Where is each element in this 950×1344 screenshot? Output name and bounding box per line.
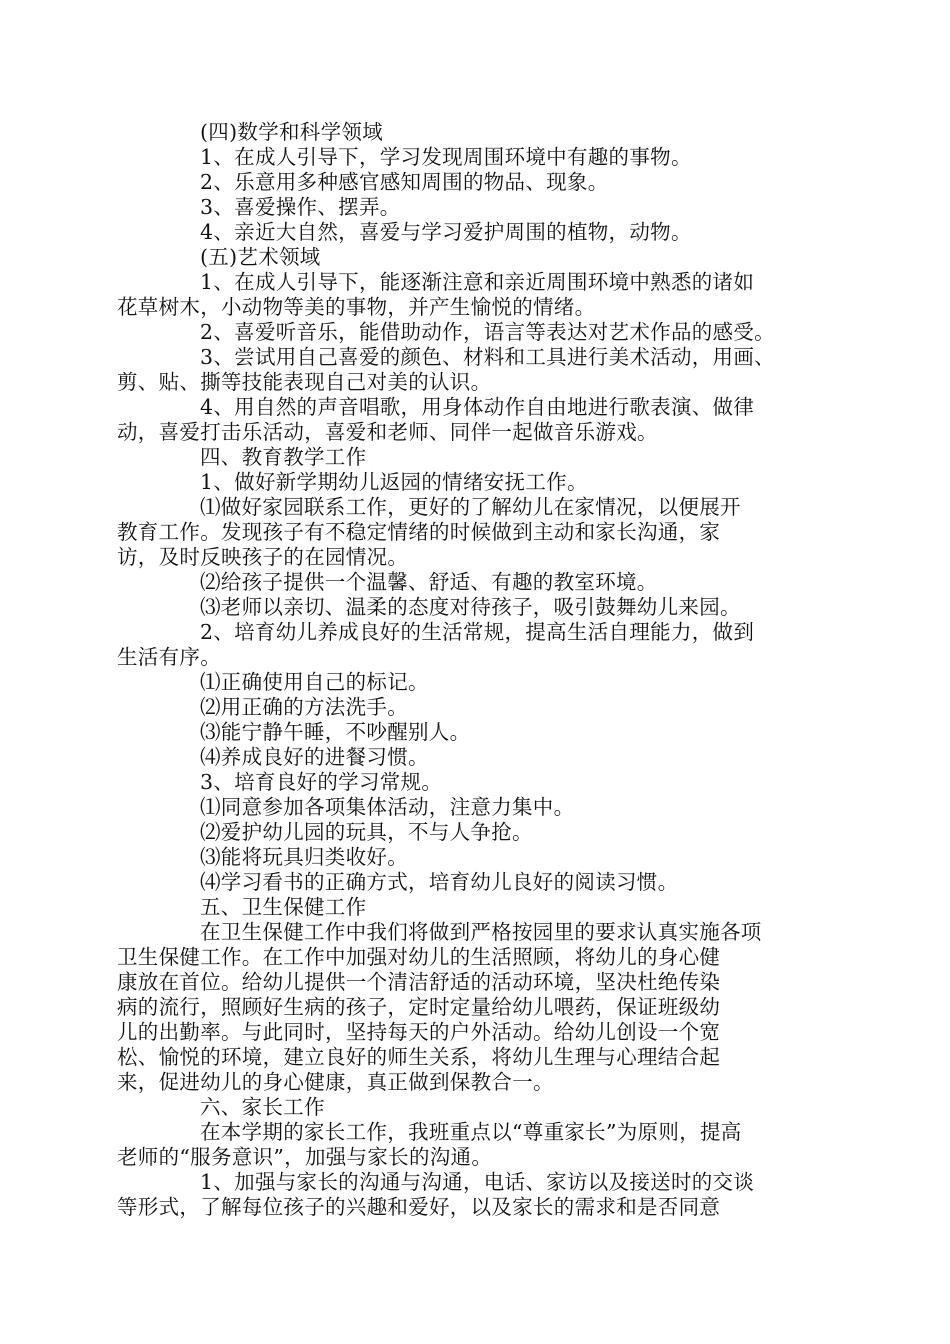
text-line: 卫生保健工作。在工作中加强对幼儿的生活照顾，将幼儿的身心健 xyxy=(117,945,721,969)
text-line: (五)艺术领域 xyxy=(200,245,321,269)
text-line: 1、做好新学期幼儿返园的情绪安抚工作。 xyxy=(200,470,588,494)
text-line: ⑴正确使用自己的标记。 xyxy=(200,670,429,694)
text-line: 等形式，了解每位孩子的兴趣和爱好，以及家长的需求和是否同意 xyxy=(117,1195,721,1219)
text-line: 在本学期的家长工作，我班重点以“尊重家长”为原则，提高 xyxy=(200,1120,742,1144)
text-line: 花草树木，小动物等美的事物，并产生愉悦的情绪。 xyxy=(117,295,596,319)
text-line: 1、在成人引导下，学习发现周围环境中有趣的事物。 xyxy=(200,145,692,169)
text-line: ⑵爱护幼儿园的玩具，不与人争抢。 xyxy=(200,820,533,844)
text-line: 2、喜爱听音乐，能借助动作，语言等表达对艺术作品的感受。 xyxy=(200,320,775,344)
text-line: 动，喜爱打击乐活动，喜爱和老师、同伴一起做音乐游戏。 xyxy=(117,420,658,444)
text-line: 六、家长工作 xyxy=(200,1095,325,1119)
text-line: ⑵用正确的方法洗手。 xyxy=(200,695,408,719)
text-line: 五、卫生保健工作 xyxy=(200,895,367,919)
text-line: 2、培育幼儿养成良好的生活常规，提高生活自理能力，做到 xyxy=(200,620,755,644)
text-line: 在卫生保健工作中我们将做到严格按园里的要求认真实施各项 xyxy=(200,920,762,944)
text-line: 病的流行，照顾好生病的孩子，定时定量给幼儿喂药，保证班级幼 xyxy=(117,995,721,1019)
text-line: 松、愉悦的环境，建立良好的师生关系，将幼儿生理与心理结合起 xyxy=(117,1045,721,1069)
text-line: 访，及时反映孩子的在园情况。 xyxy=(117,545,409,569)
text-line: ⑶能宁静午睡，不吵醒别人。 xyxy=(200,720,471,744)
text-line: 生活有序。 xyxy=(117,645,221,669)
text-line: 老师的“服务意识”，加强与家长的沟通。 xyxy=(117,1145,493,1169)
text-line: 康放在首位。给幼儿提供一个清洁舒适的活动环境，坚决杜绝传染 xyxy=(117,970,721,994)
text-line: 3、培育良好的学习常规。 xyxy=(200,770,443,794)
text-line: 来，促进幼儿的身心健康，真正做到保教合一。 xyxy=(117,1070,554,1094)
text-line: ⑶能将玩具归类收好。 xyxy=(200,845,408,869)
text-line: 剪、贴、撕等技能表现自己对美的认识。 xyxy=(117,370,492,394)
text-line: 4、亲近大自然，喜爱与学习爱护周围的植物，动物。 xyxy=(200,220,692,244)
text-line: 2、乐意用多种感官感知周围的物品、现象。 xyxy=(200,170,609,194)
text-line: 四、教育教学工作 xyxy=(200,445,367,469)
text-line: ⑴做好家园联系工作，更好的了解幼儿在家情况，以便展开 xyxy=(200,495,741,519)
text-line: (四)数学和科学领域 xyxy=(200,120,383,144)
text-line: 4、用自然的声音唱歌，用身体动作自由地进行歌表演、做律 xyxy=(200,395,755,419)
document-body xyxy=(117,120,817,1220)
text-line: ⑷养成良好的进餐习惯。 xyxy=(200,745,429,769)
text-line: ⑶老师以亲切、温柔的态度对待孩子，吸引鼓舞幼儿来园。 xyxy=(200,595,741,619)
text-line: 3、尝试用自己喜爱的颜色、材料和工具进行美术活动，用画、 xyxy=(200,345,775,369)
text-line: 教育工作。发现孩子有不稳定情绪的时候做到主动和家长沟通，家 xyxy=(117,520,721,544)
text-line: ⑵给孩子提供一个温馨、舒适、有趣的教室环境。 xyxy=(200,570,658,594)
text-line: ⑴同意参加各项集体活动，注意力集中。 xyxy=(200,795,575,819)
text-line: 儿的出勤率。与此同时，坚持每天的户外活动。给幼儿创设一个宽 xyxy=(117,1020,721,1044)
text-line: 3、喜爱操作、摆弄。 xyxy=(200,195,401,219)
text-line: 1、在成人引导下，能逐渐注意和亲近周围环境中熟悉的诸如 xyxy=(200,270,755,294)
text-line: 1、加强与家长的沟通与沟通，电话、家访以及接送时的交谈 xyxy=(200,1170,755,1194)
text-line: ⑷学习看书的正确方式，培育幼儿良好的阅读习惯。 xyxy=(200,870,679,894)
